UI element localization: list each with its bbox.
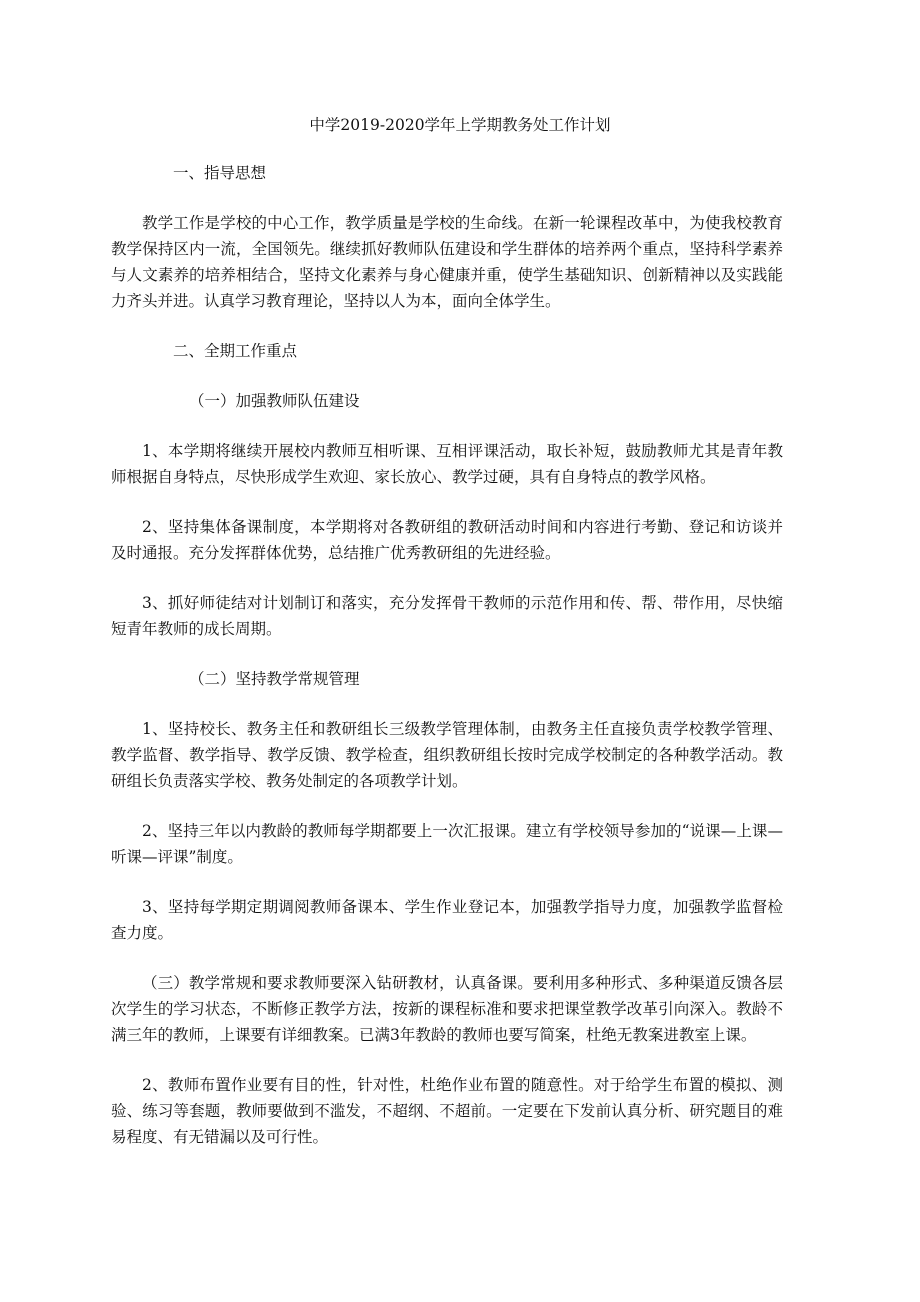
document-body <box>111 160 783 1174</box>
section-heading-key-work: 二、全期工作重点 <box>173 342 298 360</box>
subsection-heading-teacher-team: （一）加强教师队伍建设 <box>189 392 360 410</box>
subsection-heading-routine-management: （二）坚持教学常规管理 <box>189 670 360 688</box>
section-heading-guiding-thought: 一、指导思想 <box>173 164 267 182</box>
paragraph-guiding-thought: 教学工作是学校的中心工作，教学质量是学校的生命线。在新一轮课程改革中，为使我校教育教学保持区内一流，全国领先。继续抓好教师队伍建设和学生群体的培养两个重点，坚持科学素养与人文素养的培养相结合，坚持文化素养与身心健康并重，使学生基础知识、创新精神以及实践能力齐头并进。认真学习教育理论，坚持以人为本，面向全体学生。 <box>111 214 783 310</box>
paragraph-routine-management-1: 1、坚持校长、教务主任和教研组长三级教学管理体制，由教务主任直接负责学校教学管理、教学监督、教学指导、教学反馈、教学检查，组织教研组长按时完成学校制定的各种教学活动。教研组长负责落实学校、教务处制定的各项教学计划。 <box>111 720 783 790</box>
paragraph-teaching-requirements-1: （三）教学常规和要求教师要深入钻研教材，认真备课。要利用多种形式、多种渠道反馈各层次学生的学习状态，不断修正教学方法，按新的课程标准和要求把课堂教学改革引向深入。教龄不满三年的教师，上课要有详细教案。已满3年教龄的教师也要写简案，杜绝无教案进教室上课。 <box>111 974 783 1044</box>
paragraph-routine-management-2: 2、坚持三年以内教龄的教师每学期都要上一次汇报课。建立有学校领导参加的“说课—上课—听课—评课”制度。 <box>111 822 783 866</box>
paragraph-teacher-team-3: 3、抓好师徒结对计划制订和落实，充分发挥骨干教师的示范作用和传、帮、带作用，尽快缩短青年教师的成长周期。 <box>111 594 783 638</box>
paragraph-teaching-requirements-2: 2、教师布置作业要有目的性，针对性，杜绝作业布置的随意性。对于给学生布置的模拟、测验、练习等套题，教师要做到不滥发，不超纲、不超前。一定要在下发前认真分析、研究题目的难易程度、有无错漏以及可行性。 <box>111 1076 783 1146</box>
document-title: 中学2019-2020学年上学期教务处工作计划 <box>309 116 611 134</box>
paragraph-teacher-team-2: 2、坚持集体备课制度，本学期将对各教研组的教研活动时间和内容进行考勤、登记和访谈并及时通报。充分发挥群体优势，总结推广优秀教研组的先进经验。 <box>111 518 783 562</box>
paragraph-teacher-team-1: 1、本学期将继续开展校内教师互相听课、互相评课活动，取长补短，鼓励教师尤其是青年教师根据自身特点，尽快形成学生欢迎、家长放心、教学过硬，具有自身特点的教学风格。 <box>111 442 783 486</box>
paragraph-routine-management-3: 3、坚持每学期定期调阅教师备课本、学生作业登记本，加强教学指导力度，加强教学监督检查力度。 <box>111 898 783 942</box>
